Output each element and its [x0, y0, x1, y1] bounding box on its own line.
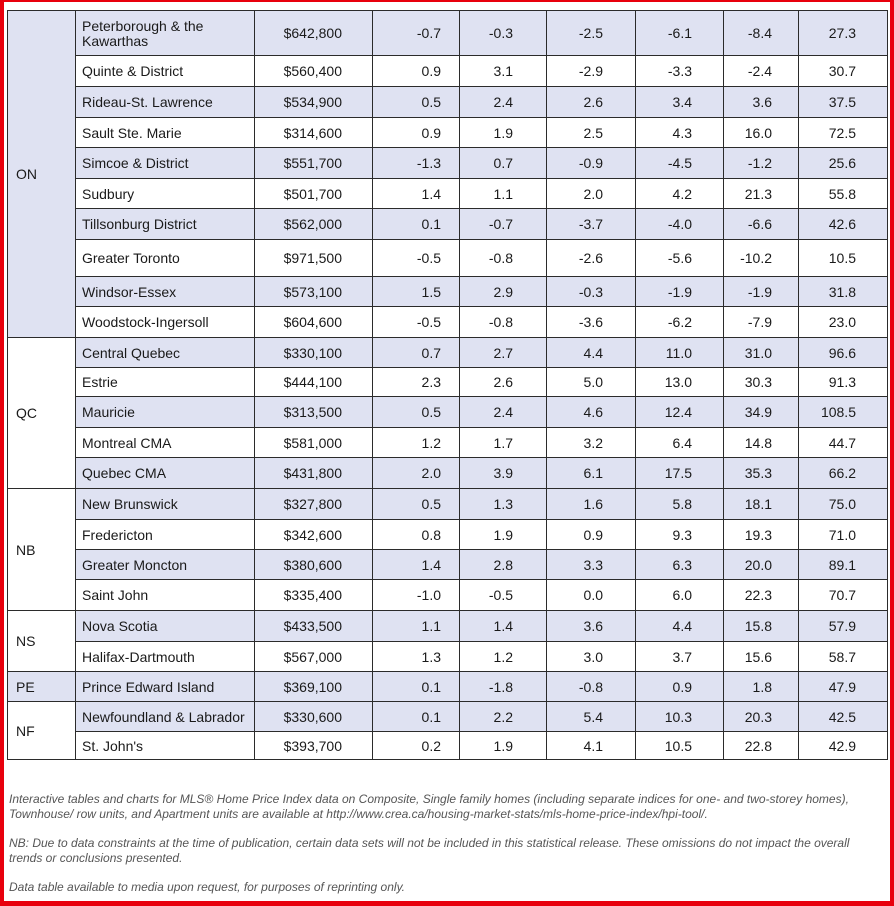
- change-cell: 30.7: [799, 56, 888, 87]
- change-cell: -1.9: [636, 277, 724, 307]
- change-cell: -0.8: [460, 307, 547, 338]
- change-cell: 4.6: [547, 397, 636, 428]
- price-cell: $551,700: [255, 148, 373, 179]
- area-cell: Estrie: [76, 368, 255, 397]
- area-cell: St. John's: [76, 732, 255, 760]
- table-row: [8, 240, 888, 277]
- media-note: Data table available to media upon request, for purposes of reprinting only.: [9, 880, 406, 894]
- change-cell: 11.0: [636, 338, 724, 368]
- change-cell: 1.4: [460, 611, 547, 642]
- change-cell: 3.0: [547, 642, 636, 672]
- table-row: [8, 458, 888, 489]
- change-cell: 18.1: [724, 489, 799, 520]
- price-cell: $369,100: [255, 672, 373, 702]
- area-cell: Fredericton: [76, 520, 255, 550]
- change-cell: 9.3: [636, 520, 724, 550]
- change-cell: -1.8: [460, 672, 547, 702]
- table-row: [8, 338, 888, 368]
- change-cell: -3.7: [547, 209, 636, 240]
- change-cell: 44.7: [799, 428, 888, 458]
- change-cell: 17.5: [636, 458, 724, 489]
- change-cell: 27.3: [799, 11, 888, 56]
- change-cell: 96.6: [799, 338, 888, 368]
- price-cell: $327,800: [255, 489, 373, 520]
- change-cell: -3.6: [547, 307, 636, 338]
- change-cell: 3.6: [547, 611, 636, 642]
- change-cell: -0.5: [373, 240, 460, 277]
- area-cell: New Brunswick: [76, 489, 255, 520]
- change-cell: 4.1: [547, 732, 636, 760]
- province-cell: ON: [8, 11, 76, 338]
- change-cell: -0.9: [547, 148, 636, 179]
- change-cell: 72.5: [799, 118, 888, 148]
- change-cell: 4.4: [636, 611, 724, 642]
- area-cell: Rideau-St. Lawrence: [76, 87, 255, 118]
- change-cell: 42.5: [799, 702, 888, 732]
- table-row: [8, 118, 888, 148]
- price-cell: $642,800: [255, 11, 373, 56]
- price-cell: $313,500: [255, 397, 373, 428]
- table-row: [8, 642, 888, 672]
- change-cell: 1.6: [547, 489, 636, 520]
- change-cell: -3.3: [636, 56, 724, 87]
- change-cell: 10.5: [636, 732, 724, 760]
- change-cell: 0.5: [373, 87, 460, 118]
- change-cell: 47.9: [799, 672, 888, 702]
- change-cell: -0.5: [460, 580, 547, 611]
- change-cell: 2.0: [547, 179, 636, 209]
- change-cell: -6.2: [636, 307, 724, 338]
- change-cell: 3.2: [547, 428, 636, 458]
- change-cell: 3.9: [460, 458, 547, 489]
- change-cell: 1.1: [373, 611, 460, 642]
- change-cell: 0.9: [547, 520, 636, 550]
- change-cell: 19.3: [724, 520, 799, 550]
- change-cell: -10.2: [724, 240, 799, 277]
- area-cell: Central Quebec: [76, 338, 255, 368]
- price-cell: $431,800: [255, 458, 373, 489]
- change-cell: 0.9: [373, 56, 460, 87]
- change-cell: 1.9: [460, 118, 547, 148]
- price-cell: $604,600: [255, 307, 373, 338]
- table-row: [8, 428, 888, 458]
- change-cell: 1.9: [460, 732, 547, 760]
- price-cell: $560,400: [255, 56, 373, 87]
- change-cell: 57.9: [799, 611, 888, 642]
- change-cell: 0.5: [373, 397, 460, 428]
- area-cell: Windsor-Essex: [76, 277, 255, 307]
- table-row: [8, 56, 888, 87]
- change-cell: 5.0: [547, 368, 636, 397]
- area-cell: Montreal CMA: [76, 428, 255, 458]
- change-cell: 0.7: [460, 148, 547, 179]
- change-cell: 0.7: [373, 338, 460, 368]
- area-cell: Greater Toronto: [76, 240, 255, 277]
- change-cell: 3.3: [547, 550, 636, 580]
- change-cell: 6.1: [547, 458, 636, 489]
- table-row: [8, 580, 888, 611]
- table-row: [8, 179, 888, 209]
- change-cell: 2.6: [547, 87, 636, 118]
- change-cell: 1.2: [460, 642, 547, 672]
- change-cell: -6.1: [636, 11, 724, 56]
- nb-note: NB: Due to data constraints at the time of publication, certain data sets will not be included in this statistical release. These omissions do not impact the overall trends or conclusions presented.: [9, 836, 850, 865]
- change-cell: -0.5: [373, 307, 460, 338]
- change-cell: 58.7: [799, 642, 888, 672]
- price-cell: $380,600: [255, 550, 373, 580]
- change-cell: 75.0: [799, 489, 888, 520]
- change-cell: 1.9: [460, 520, 547, 550]
- change-cell: 5.4: [547, 702, 636, 732]
- price-cell: $342,600: [255, 520, 373, 550]
- table-row: [8, 397, 888, 428]
- change-cell: 20.0: [724, 550, 799, 580]
- area-cell: Sudbury: [76, 179, 255, 209]
- change-cell: 1.3: [460, 489, 547, 520]
- change-cell: -0.8: [460, 240, 547, 277]
- change-cell: -1.9: [724, 277, 799, 307]
- change-cell: 0.1: [373, 209, 460, 240]
- price-cell: $444,100: [255, 368, 373, 397]
- change-cell: 6.0: [636, 580, 724, 611]
- change-cell: 31.0: [724, 338, 799, 368]
- table-row: [8, 148, 888, 179]
- province-cell: QC: [8, 338, 76, 489]
- table-row: [8, 11, 888, 56]
- price-cell: $581,000: [255, 428, 373, 458]
- area-cell: Saint John: [76, 580, 255, 611]
- price-cell: $393,700: [255, 732, 373, 760]
- change-cell: 37.5: [799, 87, 888, 118]
- change-cell: 1.3: [373, 642, 460, 672]
- price-cell: $501,700: [255, 179, 373, 209]
- change-cell: 1.1: [460, 179, 547, 209]
- price-cell: $573,100: [255, 277, 373, 307]
- change-cell: 0.9: [373, 118, 460, 148]
- change-cell: 1.8: [724, 672, 799, 702]
- change-cell: 3.1: [460, 56, 547, 87]
- table-row: [8, 368, 888, 397]
- change-cell: -0.7: [460, 209, 547, 240]
- change-cell: 0.2: [373, 732, 460, 760]
- change-cell: 25.6: [799, 148, 888, 179]
- change-cell: 0.9: [636, 672, 724, 702]
- table-row: [8, 702, 888, 732]
- change-cell: -2.9: [547, 56, 636, 87]
- change-cell: -5.6: [636, 240, 724, 277]
- price-cell: $433,500: [255, 611, 373, 642]
- change-cell: 2.5: [547, 118, 636, 148]
- change-cell: 1.5: [373, 277, 460, 307]
- table-row: [8, 277, 888, 307]
- change-cell: 15.8: [724, 611, 799, 642]
- change-cell: 5.8: [636, 489, 724, 520]
- change-cell: 2.6: [460, 368, 547, 397]
- change-cell: -0.7: [373, 11, 460, 56]
- price-cell: $314,600: [255, 118, 373, 148]
- table-row: [8, 732, 888, 760]
- change-cell: 70.7: [799, 580, 888, 611]
- change-cell: -2.5: [547, 11, 636, 56]
- change-cell: 89.1: [799, 550, 888, 580]
- change-cell: 4.3: [636, 118, 724, 148]
- change-cell: 35.3: [724, 458, 799, 489]
- change-cell: 0.5: [373, 489, 460, 520]
- change-cell: 42.9: [799, 732, 888, 760]
- price-cell: $330,600: [255, 702, 373, 732]
- area-cell: Simcoe & District: [76, 148, 255, 179]
- change-cell: 2.9: [460, 277, 547, 307]
- province-cell: NF: [8, 702, 76, 760]
- price-cell: $534,900: [255, 87, 373, 118]
- table-row: [8, 209, 888, 240]
- change-cell: 91.3: [799, 368, 888, 397]
- change-cell: 14.8: [724, 428, 799, 458]
- area-cell: Quebec CMA: [76, 458, 255, 489]
- change-cell: 0.0: [547, 580, 636, 611]
- price-cell: $562,000: [255, 209, 373, 240]
- price-cell: $330,100: [255, 338, 373, 368]
- table-row: [8, 672, 888, 702]
- change-cell: 4.2: [636, 179, 724, 209]
- change-cell: 16.0: [724, 118, 799, 148]
- change-cell: 1.2: [373, 428, 460, 458]
- change-cell: 23.0: [799, 307, 888, 338]
- area-cell: Peterborough & the Kawarthas: [76, 11, 255, 56]
- area-cell: Newfoundland & Labrador: [76, 702, 255, 732]
- change-cell: -1.2: [724, 148, 799, 179]
- change-cell: 22.3: [724, 580, 799, 611]
- change-cell: 66.2: [799, 458, 888, 489]
- change-cell: 3.6: [724, 87, 799, 118]
- area-cell: Quinte & District: [76, 56, 255, 87]
- price-cell: $567,000: [255, 642, 373, 672]
- change-cell: 10.3: [636, 702, 724, 732]
- change-cell: 2.0: [373, 458, 460, 489]
- footnotes: [9, 792, 885, 895]
- change-cell: 10.5: [799, 240, 888, 277]
- province-cell: NS: [8, 611, 76, 672]
- change-cell: 0.8: [373, 520, 460, 550]
- change-cell: 42.6: [799, 209, 888, 240]
- change-cell: -1.3: [373, 148, 460, 179]
- change-cell: 13.0: [636, 368, 724, 397]
- table-body: [8, 11, 888, 760]
- change-cell: 2.7: [460, 338, 547, 368]
- province-cell: PE: [8, 672, 76, 702]
- change-cell: 0.1: [373, 672, 460, 702]
- change-cell: 2.4: [460, 397, 547, 428]
- change-cell: -8.4: [724, 11, 799, 56]
- change-cell: 2.4: [460, 87, 547, 118]
- change-cell: -0.3: [460, 11, 547, 56]
- change-cell: -4.5: [636, 148, 724, 179]
- change-cell: -2.6: [547, 240, 636, 277]
- table-row: [8, 307, 888, 338]
- area-cell: Sault Ste. Marie: [76, 118, 255, 148]
- change-cell: -4.0: [636, 209, 724, 240]
- area-cell: Nova Scotia: [76, 611, 255, 642]
- interactive-note: Interactive tables and charts for MLS® Home Price Index data on Composite, Single family homes (including separate indices for one- and two-storey homes), Townhouse/ row units, and Apartment units are available at http://www.crea.ca/housing-market-stats/mls-home-price-index/hpi-tool/.: [9, 792, 849, 821]
- price-cell: $971,500: [255, 240, 373, 277]
- price-cell: $335,400: [255, 580, 373, 611]
- change-cell: 21.3: [724, 179, 799, 209]
- change-cell: 22.8: [724, 732, 799, 760]
- change-cell: 55.8: [799, 179, 888, 209]
- table-row: [8, 87, 888, 118]
- change-cell: 20.3: [724, 702, 799, 732]
- change-cell: 6.4: [636, 428, 724, 458]
- table-row: [8, 520, 888, 550]
- change-cell: 15.6: [724, 642, 799, 672]
- change-cell: 1.4: [373, 550, 460, 580]
- change-cell: 34.9: [724, 397, 799, 428]
- change-cell: -1.0: [373, 580, 460, 611]
- change-cell: 4.4: [547, 338, 636, 368]
- change-cell: 71.0: [799, 520, 888, 550]
- area-cell: Halifax-Dartmouth: [76, 642, 255, 672]
- change-cell: 6.3: [636, 550, 724, 580]
- change-cell: -6.6: [724, 209, 799, 240]
- change-cell: 3.4: [636, 87, 724, 118]
- area-cell: Mauricie: [76, 397, 255, 428]
- table-row: [8, 611, 888, 642]
- area-cell: Prince Edward Island: [76, 672, 255, 702]
- change-cell: 30.3: [724, 368, 799, 397]
- area-cell: Greater Moncton: [76, 550, 255, 580]
- change-cell: -0.8: [547, 672, 636, 702]
- change-cell: 1.4: [373, 179, 460, 209]
- change-cell: 0.1: [373, 702, 460, 732]
- change-cell: 31.8: [799, 277, 888, 307]
- change-cell: -2.4: [724, 56, 799, 87]
- change-cell: 2.8: [460, 550, 547, 580]
- change-cell: 108.5: [799, 397, 888, 428]
- hpi-table: [7, 10, 888, 760]
- change-cell: 3.7: [636, 642, 724, 672]
- area-cell: Woodstock-Ingersoll: [76, 307, 255, 338]
- table-row: [8, 550, 888, 580]
- change-cell: -7.9: [724, 307, 799, 338]
- change-cell: 2.2: [460, 702, 547, 732]
- change-cell: 1.7: [460, 428, 547, 458]
- change-cell: 2.3: [373, 368, 460, 397]
- change-cell: -0.3: [547, 277, 636, 307]
- table-row: [8, 489, 888, 520]
- area-cell: Tillsonburg District: [76, 209, 255, 240]
- change-cell: 12.4: [636, 397, 724, 428]
- province-cell: NB: [8, 489, 76, 611]
